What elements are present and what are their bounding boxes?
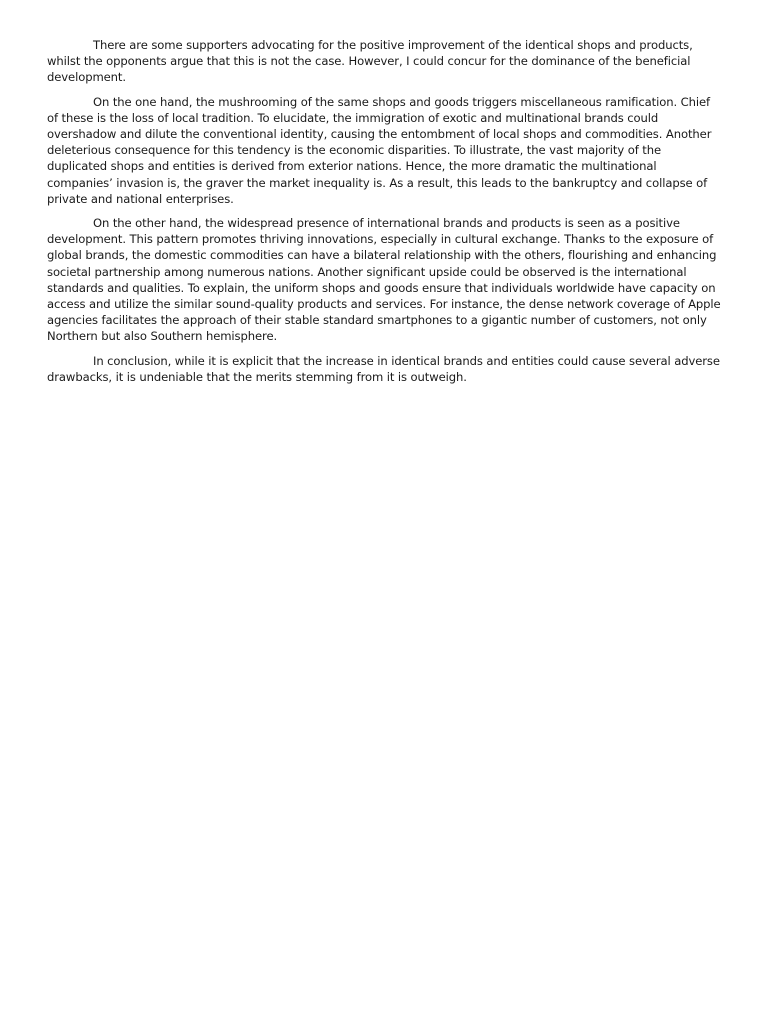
document-body [47, 37, 722, 393]
paragraph-conclusion: In conclusion, while it is explicit that the increase in identical brands and entities could cause several adverse drawbacks, it is undeniable that the merits stemming from it is outweigh. [47, 353, 720, 384]
paragraph-introduction: There are some supporters advocating for the positive improvement of the identical shops and products, whilst the opponents argue that this is not the case. However, I could concur for the dominance of the beneficial development. [47, 38, 693, 85]
paragraph-advantages: On the other hand, the widespread presence of international brands and products is seen as a positive development. This pattern promotes thriving innovations, especially in cultural exchange. Thanks to the exposure of global brands, the domestic commodities can have a bilateral relationship with the others, flourishing and enhancing societal partnership among numerous nations. Another significant upside could be observed is the international standards and qualities. To explain, the uniform shops and goods ensure that individuals worldwide have capacity on access and utilize the similar sound-quality products and services. For instance, the dense network coverage of Apple agencies facilitates the approach of their stable standard smartphones to a gigantic number of customers, not only Northern but also Southern hemisphere. [47, 216, 721, 344]
paragraph-disadvantages: On the one hand, the mushrooming of the same shops and goods triggers miscellaneous ramification. Chief of these is the loss of local tradition. To elucidate, the immigration of exotic and multinational brands could overshadow and dilute the conventional identity, causing the entombment of local shops and commodities. Another deleterious consequence for this tendency is the economic disparities. To illustrate, the vast majority of the duplicated shops and entities is derived from exterior nations. Hence, the more dramatic the multinational companies’ invasion is, the graver the market inequality is. As a result, this leads to the bankruptcy and collapse of private and national enterprises. [47, 94, 712, 206]
